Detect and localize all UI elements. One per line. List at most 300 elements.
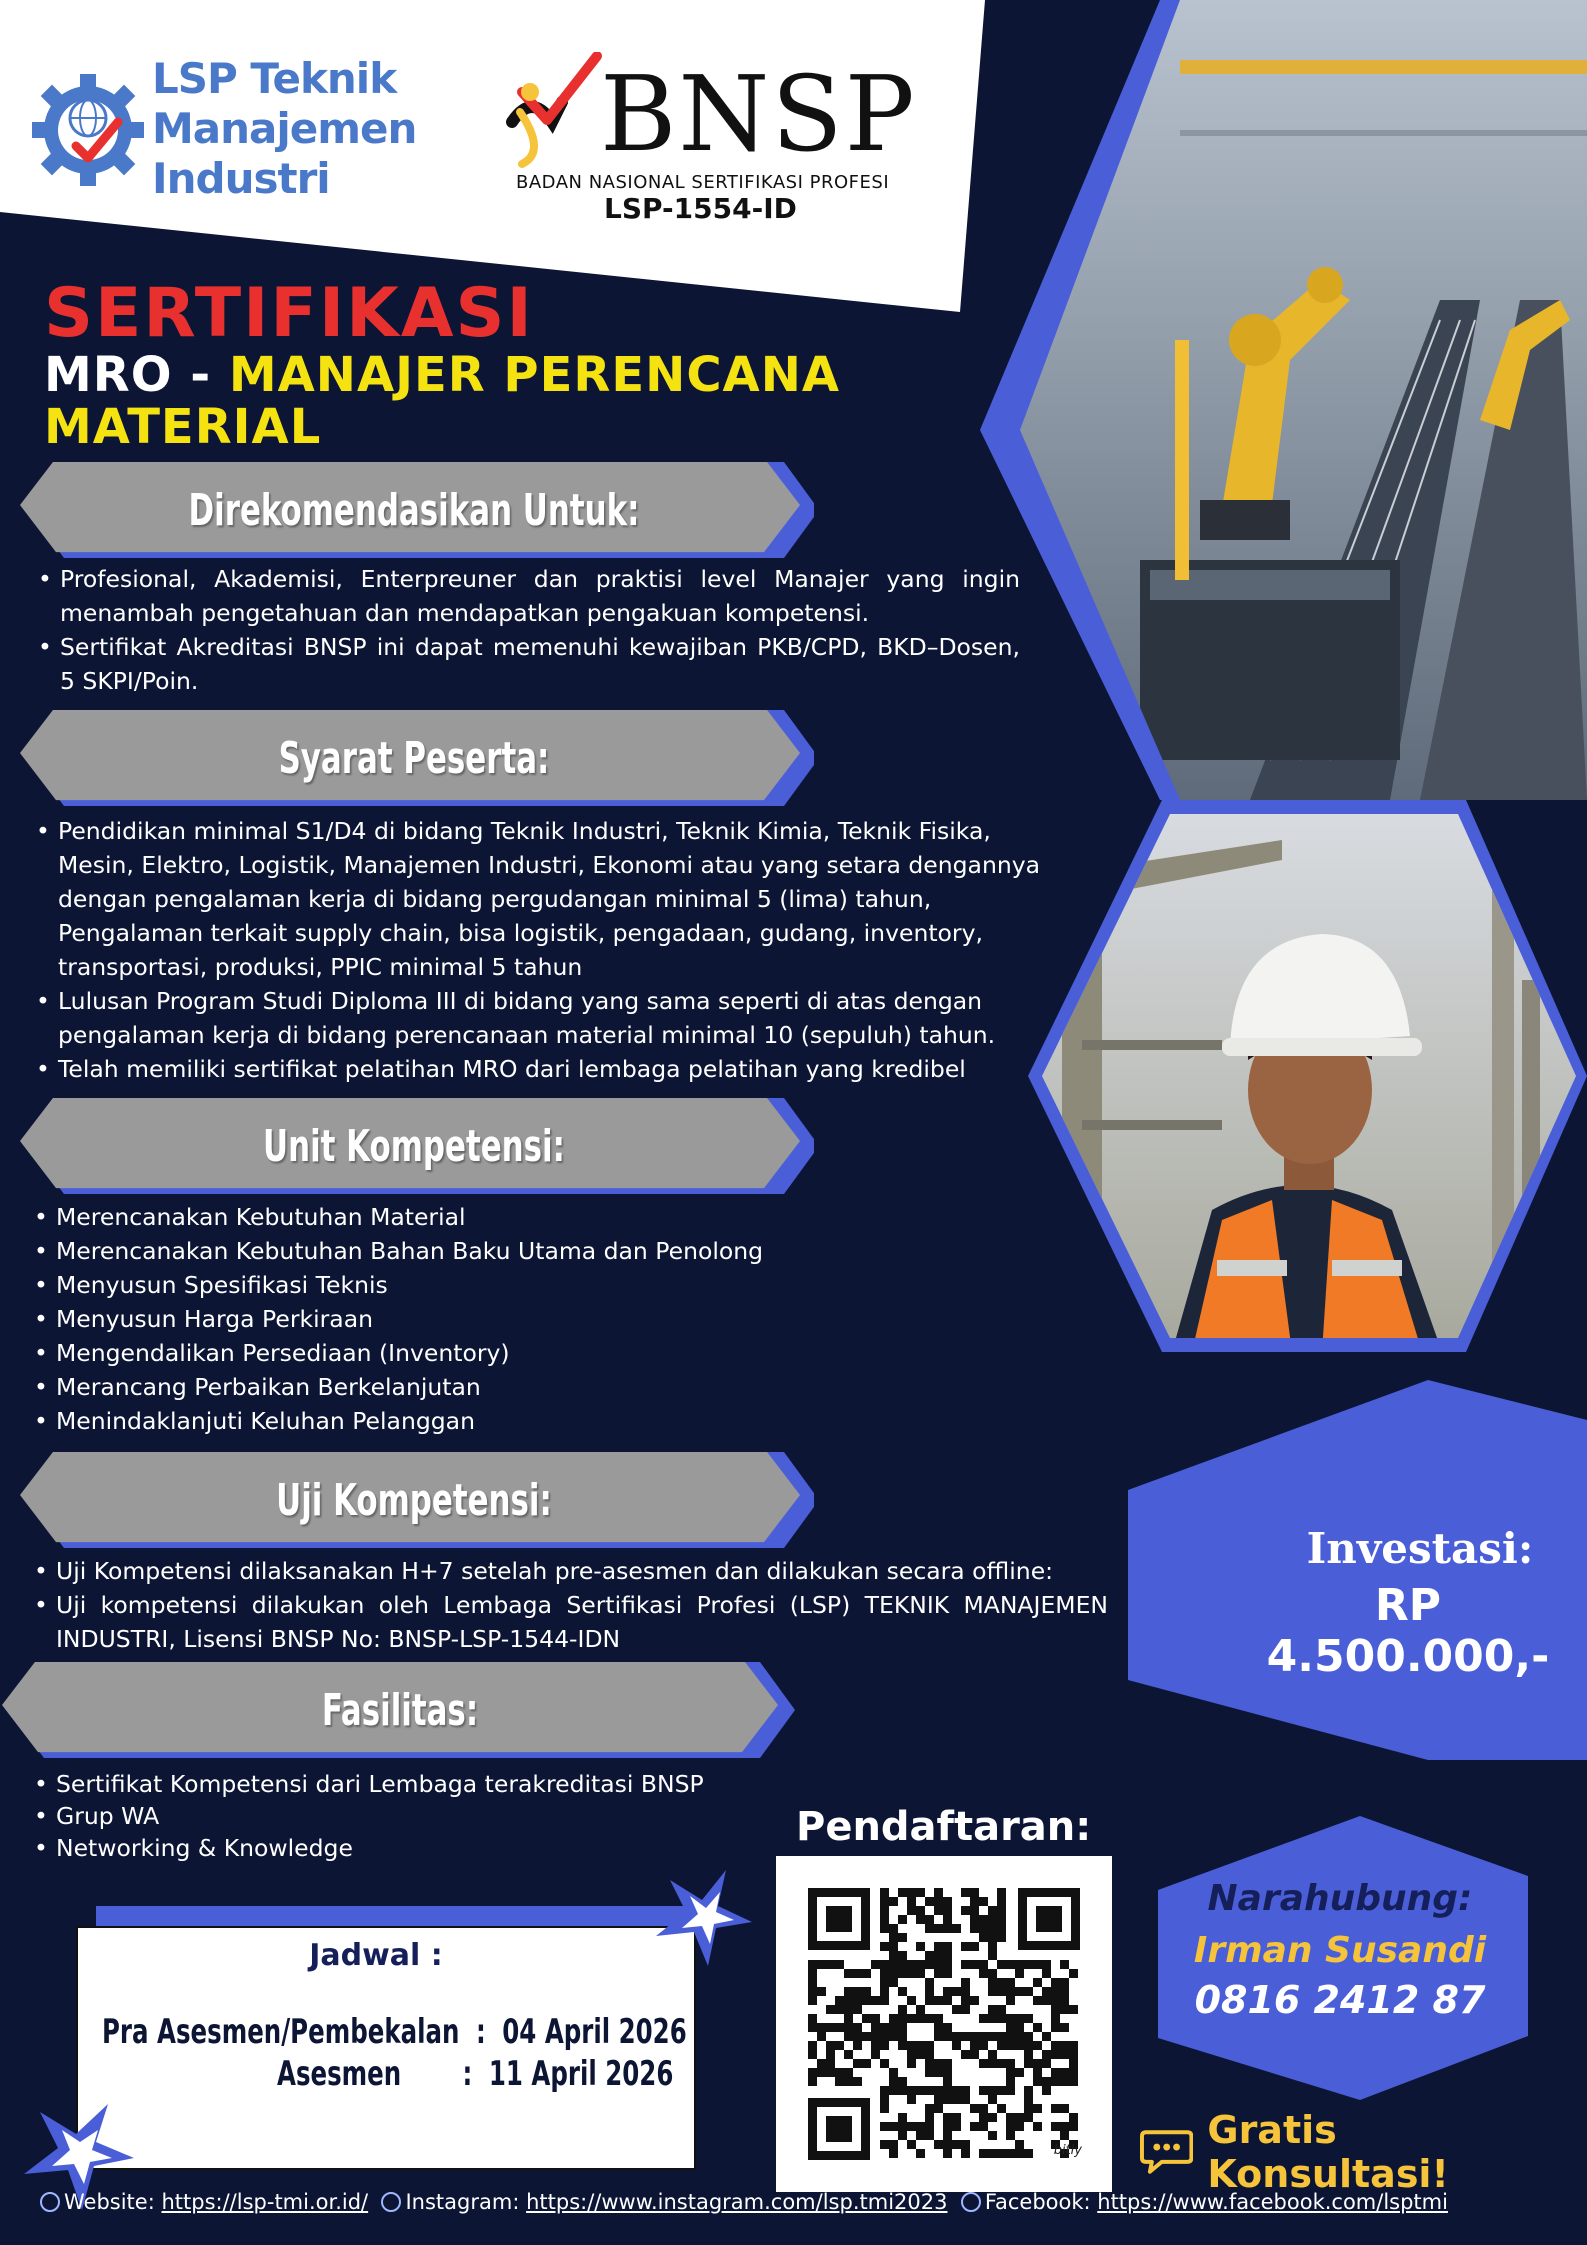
qr-module (1015, 2023, 1024, 2032)
qr-module (826, 2023, 835, 2032)
qr-module (907, 1996, 916, 2005)
qr-module (1069, 2113, 1078, 2122)
qr-module (916, 2014, 925, 2023)
list-item: • Sertifikat Akreditasi BNSP ini dapat memenuhi kewajiban PKB/CPD, BKD–Dosen, 5 SKPI/Poin. (36, 630, 1020, 698)
qr-module (1051, 1987, 1060, 1996)
qr-module (1060, 1987, 1069, 1996)
qr-module (997, 2041, 1006, 2050)
qr-module (1051, 2104, 1060, 2113)
qr-module (853, 1996, 862, 2005)
qr-module (925, 2014, 934, 2023)
qr-module (889, 2140, 898, 2149)
qr-module (880, 2095, 889, 2104)
qr-module (898, 2086, 907, 2095)
qr-module (1006, 2032, 1015, 2041)
list-item: • Menyusun Harga Perkiraan (32, 1302, 1032, 1336)
qr-module (853, 1969, 862, 1978)
qr-module (961, 2005, 970, 2014)
qr-module (1060, 1960, 1069, 1969)
qr-module (1060, 1996, 1069, 2005)
qr-module (943, 2113, 952, 2122)
qr-module (1024, 2041, 1033, 2050)
program-title-highlight: MANAJER PERENCANA (228, 347, 841, 403)
qr-module (916, 1942, 925, 1951)
qr-module (880, 1978, 889, 1987)
qr-module (1060, 2068, 1069, 2077)
qr-module (871, 1960, 880, 1969)
qr-module (1069, 2122, 1078, 2131)
qr-module (988, 2149, 997, 2158)
qr-module (997, 2005, 1006, 2014)
qr-module (907, 1888, 916, 1897)
qr-module (1006, 2131, 1015, 2140)
lsp-logo-line3: Industri (152, 154, 330, 203)
qr-module (871, 2050, 880, 2059)
qr-module (844, 2077, 853, 2086)
qr-module (943, 1942, 952, 1951)
qr-module (916, 2086, 925, 2095)
qr-module (943, 1960, 952, 1969)
list-item: • Merancang Perbaikan Berkelanjutan (32, 1370, 1032, 1404)
qr-module (1060, 2041, 1069, 2050)
qr-module (988, 1978, 997, 1987)
registration-qr-code[interactable] (776, 1856, 1112, 2192)
qr-module (925, 1924, 934, 1933)
footer-website-link[interactable]: https://lsp-tmi.or.id/ (161, 2190, 369, 2214)
schedule-row-sep: : (462, 2054, 473, 2094)
schedule-row-assessment (277, 2054, 673, 2094)
qr-module (925, 1960, 934, 1969)
qr-brand-label: bitly (1053, 2143, 1082, 2158)
globe-icon (381, 2192, 401, 2212)
qr-module (943, 2032, 952, 2041)
qr-module (943, 1996, 952, 2005)
qr-module (898, 1888, 907, 1897)
qr-module (961, 2140, 970, 2149)
qr-module (880, 1969, 889, 1978)
qr-module (925, 2104, 934, 2113)
schedule-row-label: Pra Asesmen/Pembekalan (102, 2012, 460, 2052)
list-item: • Uji kompetensi dilakukan oleh Lembaga Sertifikasi Profesi (LSP) TEKNIK MANAJEMEN INDUSTRI, Lisensi BNSP No: BNSP-LSP-1544-IDN (32, 1588, 1108, 1656)
schedule-title: Jadwal : (309, 1938, 443, 1973)
qr-module (889, 2014, 898, 2023)
qr-module (970, 1888, 979, 1897)
qr-module (979, 2113, 988, 2122)
qr-module (1051, 2005, 1060, 2014)
qr-module (943, 2131, 952, 2140)
qr-module (1060, 2077, 1069, 2086)
qr-module (961, 2086, 970, 2095)
contact-label: Narahubung: (1207, 1878, 1473, 1919)
qr-module (826, 2068, 835, 2077)
qr-module (1024, 2059, 1033, 2068)
qr-module (871, 2014, 880, 2023)
qr-module (1051, 2014, 1060, 2023)
globe-icon (40, 2192, 60, 2212)
qr-module (889, 2023, 898, 2032)
qr-module (988, 1951, 997, 1960)
qr-module (925, 1915, 934, 1924)
qr-module (988, 2113, 997, 2122)
qr-module (1033, 1978, 1042, 1987)
qr-module (970, 2032, 979, 2041)
qr-module (1042, 2050, 1051, 2059)
schedule-row-pre-assessment (102, 2012, 687, 2052)
qr-module (988, 1924, 997, 1933)
section-banner-facilities (0, 1662, 800, 1758)
qr-module (952, 1924, 961, 1933)
footer-instagram-link[interactable]: https://www.instagram.com/lsp.tmi2023 (526, 2190, 948, 2214)
qr-module (979, 2086, 988, 2095)
qr-module (925, 2131, 934, 2140)
qr-module (1024, 2149, 1033, 2158)
qr-module (952, 2095, 961, 2104)
qr-module (835, 2041, 844, 2050)
footer-instagram-label: Instagram: (405, 2190, 520, 2214)
qr-module (844, 1969, 853, 1978)
qr-module (916, 2149, 925, 2158)
qr-module (907, 1969, 916, 1978)
qr-module (889, 2077, 898, 2086)
section-banner-test (14, 1452, 814, 1548)
qr-module (871, 2023, 880, 2032)
qr-module (1060, 2005, 1069, 2014)
qr-module (1024, 2086, 1033, 2095)
qr-module (889, 1924, 898, 1933)
qr-module (925, 2050, 934, 2059)
qr-module (826, 2050, 835, 2059)
section-banner-requirements (14, 710, 814, 806)
qr-module (997, 1960, 1006, 1969)
qr-module (1042, 2077, 1051, 2086)
qr-module (997, 2149, 1006, 2158)
program-title-line1 (44, 348, 840, 402)
qr-module (880, 1897, 889, 1906)
qr-module (934, 1951, 943, 1960)
qr-module (880, 1996, 889, 2005)
qr-module (889, 2086, 898, 2095)
qr-module (1033, 2041, 1042, 2050)
qr-module (934, 1888, 943, 1897)
qr-module (934, 1942, 943, 1951)
qr-module (817, 2059, 826, 2068)
footer-links (40, 2190, 1448, 2214)
qr-module (997, 1906, 1006, 1915)
list-item: • Telah memiliki sertifikat pelatihan MRO dari lembaga pelatihan yang kredibel (34, 1052, 1064, 1086)
qr-module (898, 1969, 907, 1978)
section-heading-requirements: Syarat Peserta: (278, 732, 550, 784)
qr-module (1006, 1996, 1015, 2005)
qr-module (952, 2041, 961, 2050)
qr-module (835, 2068, 844, 2077)
qr-module (898, 2122, 907, 2131)
qr-module (862, 1987, 871, 1996)
footer-facebook-link[interactable]: https://www.facebook.com/lsptmi (1097, 2190, 1448, 2214)
qr-module (979, 2122, 988, 2131)
qr-module (898, 2131, 907, 2140)
qr-module (808, 2041, 817, 2050)
qr-module (808, 2050, 817, 2059)
qr-module (916, 2131, 925, 2140)
contact-phone[interactable]: 0816 2412 87 (1194, 1978, 1486, 2022)
qr-module (1069, 2077, 1078, 2086)
qr-module (943, 1987, 952, 1996)
footer-website-label: Website: (64, 2190, 155, 2214)
schedule-row-date: 11 April 2026 (488, 2054, 674, 2094)
qr-module (961, 1996, 970, 2005)
qr-module (898, 1987, 907, 1996)
qr-module (871, 2041, 880, 2050)
list-item: • Lulusan Program Studi Diploma III di bidang yang sama seperti di atas dengan pengalaman kerja di bidang perencanaan material minimal 10 (sepuluh) tahun. (34, 984, 1064, 1052)
qr-module (880, 2086, 889, 2095)
qr-module (925, 2086, 934, 2095)
qr-module (844, 1987, 853, 1996)
qr-module (934, 2140, 943, 2149)
qr-module (1051, 2068, 1060, 2077)
program-title-prefix: MRO - (44, 347, 229, 403)
factory-robot-image (920, 0, 1587, 800)
qr-module (934, 1960, 943, 1969)
qr-module (835, 2077, 844, 2086)
qr-module (961, 2149, 970, 2158)
qr-module (808, 2077, 817, 2086)
qr-module (1015, 1969, 1024, 1978)
qr-module (808, 2023, 817, 2032)
qr-module (979, 2041, 988, 2050)
qr-module (898, 1933, 907, 1942)
qr-module (934, 2059, 943, 2068)
lsp-logo-line2: Manajemen (152, 104, 417, 153)
qr-module (988, 2095, 997, 2104)
requirements-list (34, 814, 1064, 1086)
qr-module (808, 2014, 817, 2023)
qr-module (871, 2032, 880, 2041)
qr-module (880, 1915, 889, 1924)
bnsp-wordmark: BNSP (600, 53, 917, 175)
qr-module (961, 1888, 970, 1897)
qr-module (988, 1906, 997, 1915)
qr-module (826, 2059, 835, 2068)
qr-module (826, 1960, 835, 1969)
qr-module (889, 1897, 898, 1906)
qr-module (835, 1960, 844, 1969)
qr-module (1042, 2059, 1051, 2068)
qr-module (979, 1933, 988, 1942)
qr-module (844, 2005, 853, 2014)
list-item: • Menyusun Spesifikasi Teknis (32, 1268, 1032, 1302)
qr-module (970, 1996, 979, 2005)
contact-name: Irman Susandi (1193, 1930, 1487, 1971)
qr-module (889, 2068, 898, 2077)
qr-module (907, 2050, 916, 2059)
qr-module (880, 2140, 889, 2149)
qr-module (943, 2023, 952, 2032)
chat-bubble-icon (1140, 2128, 1193, 2176)
qr-module (1060, 2122, 1069, 2131)
qr-module (988, 2059, 997, 2068)
qr-module (1006, 2041, 1015, 2050)
qr-module (862, 1996, 871, 2005)
qr-module (817, 2032, 826, 2041)
qr-module (1015, 2068, 1024, 2077)
qr-module (997, 2104, 1006, 2113)
qr-module (988, 2014, 997, 2023)
section-banner-units (14, 1098, 814, 1194)
qr-module (943, 2149, 952, 2158)
qr-module (970, 1906, 979, 1915)
qr-module (934, 2068, 943, 2077)
qr-module (1051, 2050, 1060, 2059)
list-item: • Menindaklanjuti Keluhan Pelanggan (32, 1404, 1032, 1438)
qr-module (808, 1960, 817, 1969)
qr-module (979, 1969, 988, 1978)
certification-title: SERTIFIKASI (44, 274, 534, 353)
competency-test-list (32, 1554, 1108, 1656)
qr-module (1024, 2032, 1033, 2041)
section-heading-test: Uji Kompetensi: (276, 1474, 552, 1526)
qr-module (889, 1933, 898, 1942)
qr-module (1042, 1996, 1051, 2005)
qr-module (979, 2149, 988, 2158)
qr-module (1042, 1987, 1051, 1996)
qr-module (997, 1924, 1006, 1933)
qr-module (1042, 2086, 1051, 2095)
qr-module (961, 1906, 970, 1915)
qr-module (979, 1924, 988, 1933)
qr-module (997, 1897, 1006, 1906)
qr-module (1006, 1978, 1015, 1987)
qr-module (916, 2005, 925, 2014)
qr-module (1006, 1987, 1015, 1996)
qr-module (916, 1906, 925, 1915)
qr-module (952, 2122, 961, 2131)
qr-module (1006, 1960, 1015, 1969)
qr-module (961, 2050, 970, 2059)
qr-module (862, 2014, 871, 2023)
qr-module (1006, 2077, 1015, 2086)
qr-module (916, 1915, 925, 1924)
program-title-line2: MATERIAL (44, 399, 322, 455)
qr-module (1033, 2059, 1042, 2068)
qr-module (889, 2032, 898, 2041)
worker-hexagon-image (1022, 800, 1587, 1352)
qr-module (907, 1906, 916, 1915)
qr-module (880, 1960, 889, 1969)
qr-module (916, 2050, 925, 2059)
qr-module (925, 2122, 934, 2131)
qr-module (952, 2032, 961, 2041)
qr-module (916, 2122, 925, 2131)
qr-module (853, 2032, 862, 2041)
qr-module (1042, 1960, 1051, 1969)
list-item: • Merencanakan Kebutuhan Material (32, 1200, 1032, 1234)
qr-module (844, 2068, 853, 2077)
qr-module (970, 1942, 979, 1951)
qr-module (1024, 1987, 1033, 1996)
qr-module (808, 2068, 817, 2077)
qr-module (853, 1987, 862, 1996)
qr-module (961, 1987, 970, 1996)
qr-module (997, 1987, 1006, 1996)
schedule-row-date: 04 April 2026 (502, 2012, 687, 2052)
qr-module (970, 2050, 979, 2059)
qr-module (880, 2059, 889, 2068)
qr-module (898, 2041, 907, 2050)
qr-module (853, 2005, 862, 2014)
qr-module (1060, 2023, 1069, 2032)
qr-module (853, 2077, 862, 2086)
qr-module (988, 1987, 997, 1996)
qr-module (808, 1996, 817, 2005)
qr-module (979, 1897, 988, 1906)
qr-module (1069, 1969, 1078, 1978)
qr-module (808, 1987, 817, 1996)
qr-module (988, 1942, 997, 1951)
qr-module (880, 2041, 889, 2050)
qr-module (889, 1951, 898, 1960)
qr-module (844, 2023, 853, 2032)
qr-module (1033, 2077, 1042, 2086)
qr-module (880, 1942, 889, 1951)
qr-module (943, 2077, 952, 2086)
qr-module (961, 1960, 970, 1969)
qr-module (1033, 2122, 1042, 2131)
qr-module (817, 2068, 826, 2077)
qr-module (1051, 2023, 1060, 2032)
qr-module (1024, 2104, 1033, 2113)
qr-module (1024, 2113, 1033, 2122)
qr-module (1060, 2050, 1069, 2059)
qr-module (943, 1924, 952, 1933)
qr-module (943, 2086, 952, 2095)
qr-module (1069, 2050, 1078, 2059)
qr-module (898, 2032, 907, 2041)
qr-module (1033, 2104, 1042, 2113)
qr-module (970, 1897, 979, 1906)
qr-module (979, 1915, 988, 1924)
qr-module (997, 2032, 1006, 2041)
qr-module (907, 2086, 916, 2095)
qr-module (853, 2041, 862, 2050)
qr-module (844, 2050, 853, 2059)
qr-module (988, 2005, 997, 2014)
qr-module (862, 2059, 871, 2068)
qr-module (997, 1933, 1006, 1942)
globe-icon (961, 2192, 981, 2212)
list-item: • Mengendalikan Persediaan (Inventory) (32, 1336, 1032, 1370)
qr-module (1006, 2059, 1015, 2068)
qr-module (934, 2095, 943, 2104)
qr-module (916, 2041, 925, 2050)
qr-module (1015, 1987, 1024, 1996)
qr-module (1024, 1960, 1033, 1969)
qr-module (979, 2059, 988, 2068)
qr-module (1006, 2113, 1015, 2122)
qr-module (925, 2113, 934, 2122)
qr-module (880, 1987, 889, 1996)
free-consultation-button[interactable] (1140, 2108, 1587, 2196)
qr-module (1015, 2113, 1024, 2122)
bnsp-subtitle: BADAN NASIONAL SERTIFIKASI PROFESI (516, 172, 890, 193)
qr-module (1033, 2023, 1042, 2032)
qr-module (988, 2050, 997, 2059)
qr-module (1015, 2032, 1024, 2041)
qr-module (934, 1906, 943, 1915)
qr-module (925, 2059, 934, 2068)
qr-module (916, 1960, 925, 1969)
qr-module (1015, 1960, 1024, 1969)
qr-module (943, 1897, 952, 1906)
